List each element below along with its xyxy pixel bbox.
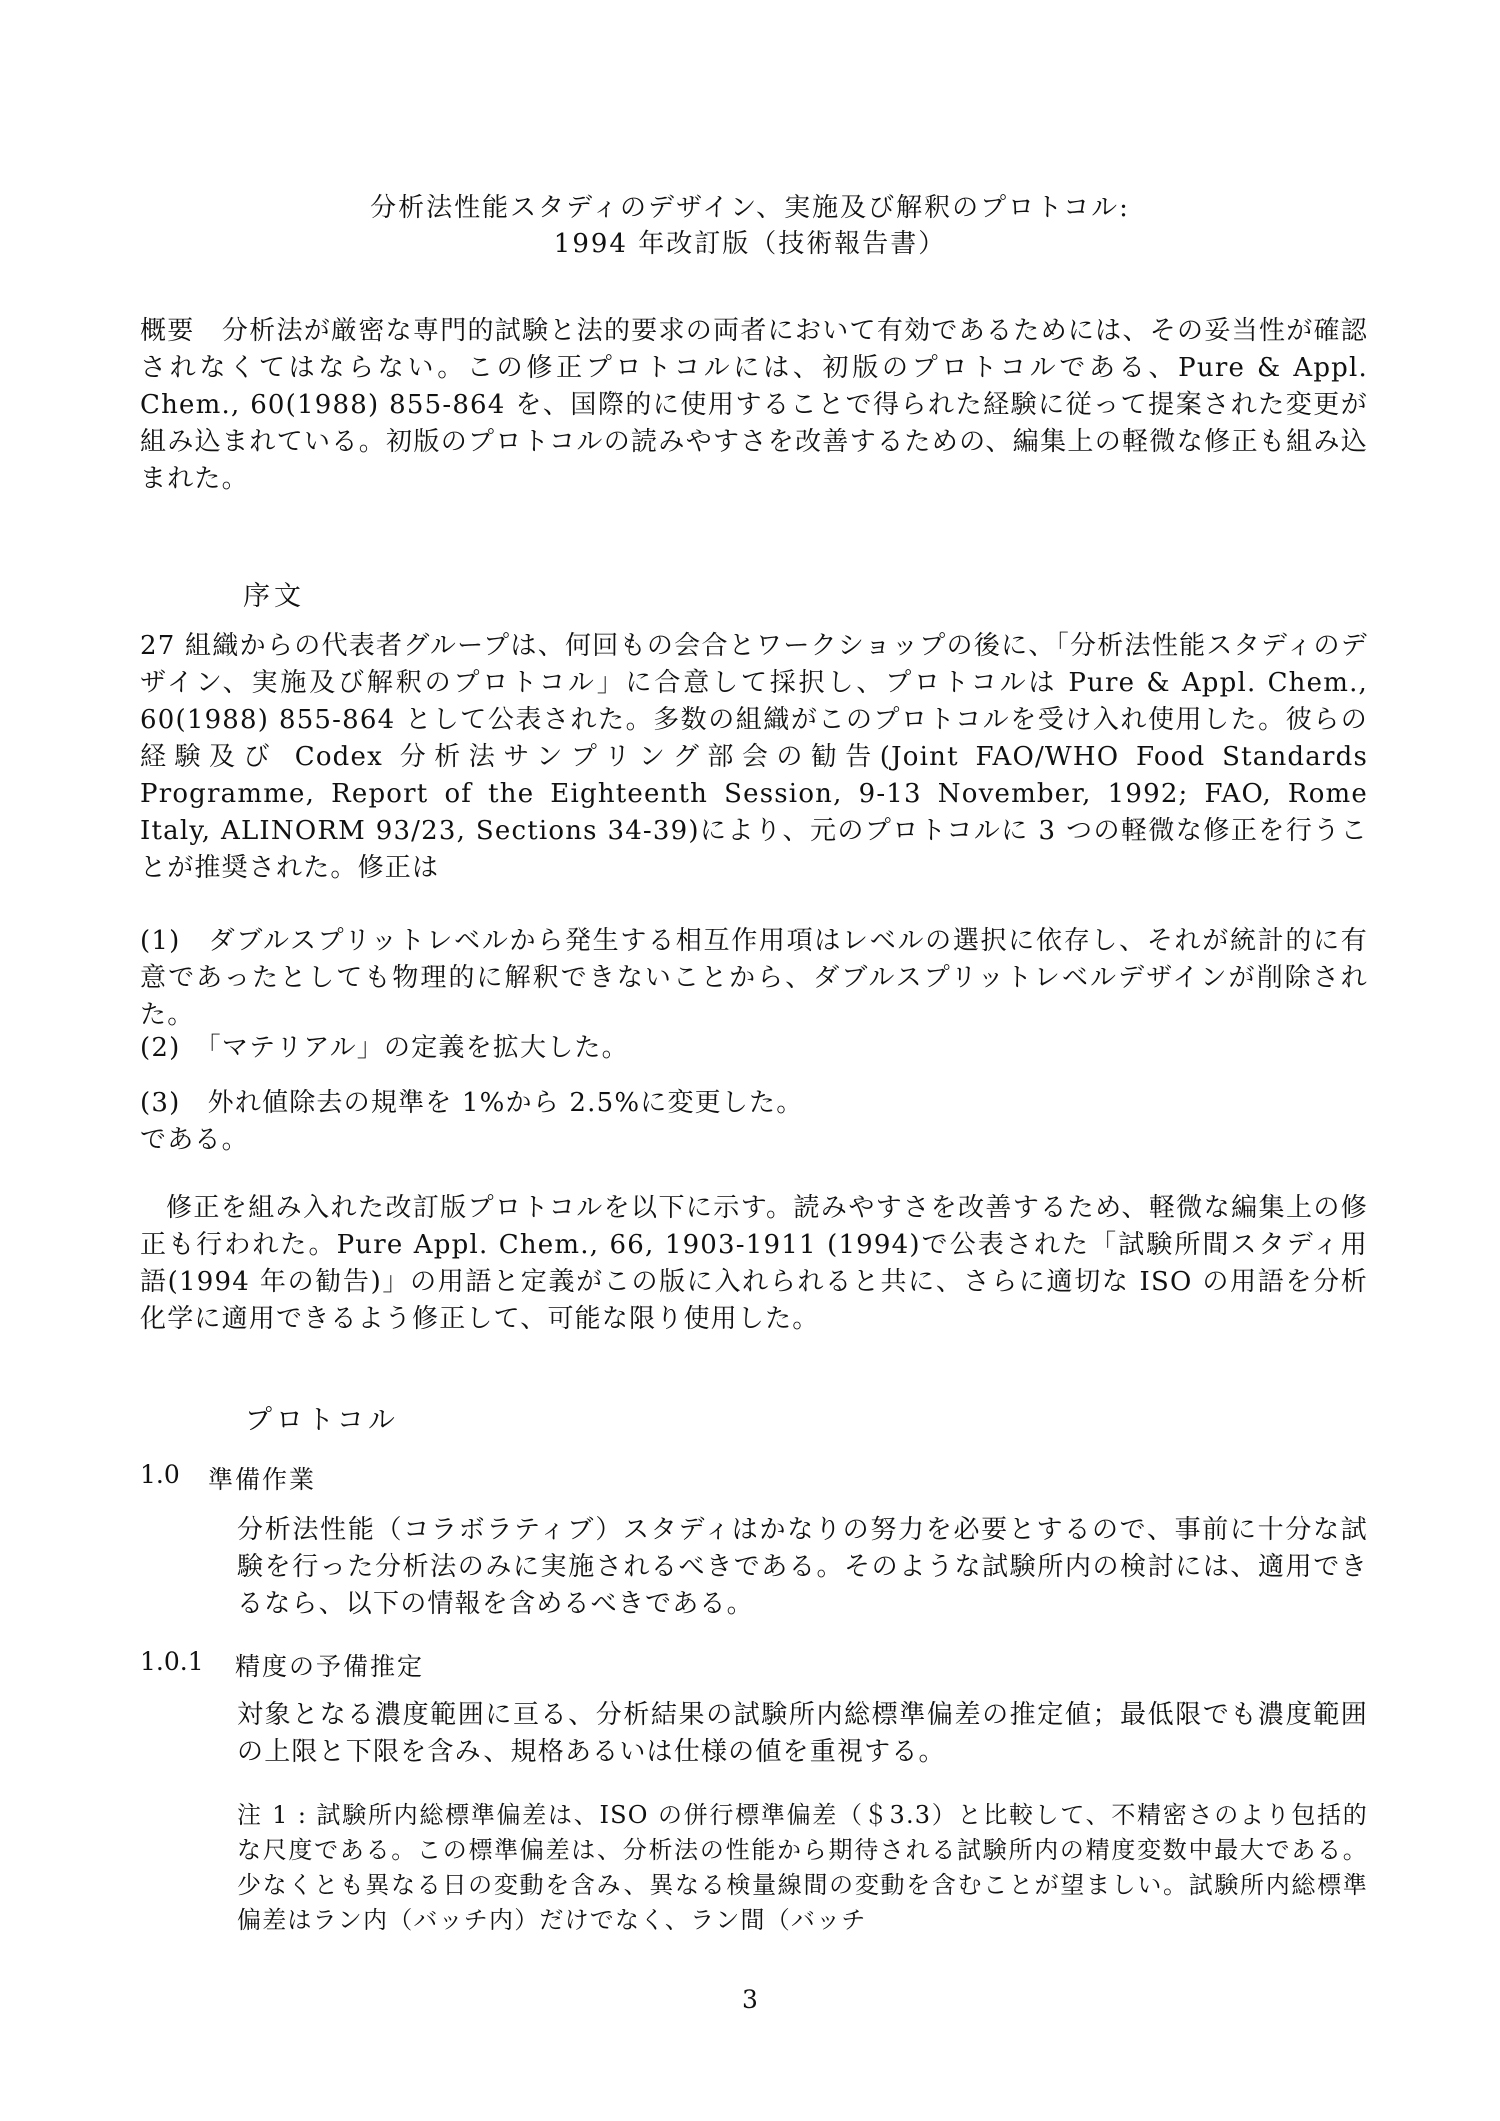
preface-list-item-2: (2) 「マテリアル」の定義を拡大した。 [140,1033,629,1063]
page-number: 3 [742,1985,758,2014]
preface-list-end: である。 [140,1125,249,1155]
note-1: 注 1 : 試験所内総標準偏差は、ISO の併行標準偏差（＄3.3）と比較して、不精密さのより包括的な尺度である。この標準偏差は、分析法の性能から期待される試験所内の精度変数中最大である。少なくとも異なる日の変動を含み、異なる検量線間の変動を含むことが望ましい。試験所内総標準偏差はラン内（バッチ内）だけでなく、ラン間（バッチ [237,1801,1368,1934]
preface-paragraph-2: 修正を組み入れた改訂版プロトコルを以下に示す。読みやすさを改善するため、軽微な編集上の修正も行われた。Pure Appl. Chem., 66, 1903-1911 (1994)で公表された「試験所間スタディ用語(1994 年の勧告)」の用語と定義がこの版に入れられると共に、さらに適切な ISO の用語を分析化学に適用できるよう修正して、可能な限り使用した。 [140,1193,1368,1334]
preface-paragraph-1: 27 組織からの代表者グループは、何回もの会合とワークショップの後に、「分析法性能スタディのデザイン、実施及び解釈のプロトコル」に合意して採択し、プロトコルは Pure & Appl. Chem., 60(1988) 855-864 として公表された。多数の組織がこのプロトコルを受け入れ使用した。彼らの経験及び Codex 分析法サンプリング部会の勧告(Joint FAO/WHO Food Standards Programme, Report of the Eighteenth Session, 9-13 November, 1992; FAO, Rome Italy, ALINORM 93/23, Sections 34-39)により、元のプロトコルに 3 つの軽微な修正を行うことが推奨された。修正は [140,631,1368,883]
preface-list-item-1: (1) ダブルスプリットレベルから発生する相互作用項はレベルの選択に依存し、それが統計的に有意であったとしても物理的に解釈できないことから、ダブルスプリットレベルデザインが削除された。 [140,926,1368,1030]
title-line-2: 1994 年改訂版（技術報告書） [553,229,947,259]
preface-heading: 序文 [243,581,305,612]
section-1-0-title: 準備作業 [208,1465,317,1494]
section-1-0-1-text: 対象となる濃度範囲に亘る、分析結果の試験所内総標準偏差の推定値；最低限でも濃度範囲の上限と下限を含み、規格あるいは仕様の値を重視する。 [237,1700,1368,1767]
protocol-heading: プロトコル [245,1405,399,1436]
preface-list-item-3: (3) 外れ値除去の規準を 1%から 2.5%に変更した。 [140,1088,804,1118]
section-1-0-text: 分析法性能（コラボラティブ）スタディはかなりの努力を必要とするので、事前に十分な試験を行った分析法のみに実施されるべきである。そのような試験所内の検討には、適用できるなら、以下の情報を含めるべきである。 [237,1515,1368,1619]
section-1-0-1-title: 精度の予備推定 [235,1652,425,1681]
title-line-1: 分析法性能スタディのデザイン、実施及び解釈のプロトコル: [370,193,1130,223]
abstract-paragraph: 概要 分析法が厳密な専門的試験と法的要求の両者において有効であるためには、その妥当性が確認されなくてはならない。この修正プロトコルには、初版のプロトコルである、Pure & Appl. Chem., 60(1988) 855-864 を、国際的に使用することで得られた経験に従って提案された変更が組み込まれている。初版のプロトコルの読みやすさを改善するための、編集上の軽微な修正も組み込まれた。 [140,316,1368,494]
section-1-0-1-number: 1.0.1 [140,1647,204,1676]
section-1-0-number: 1.0 [140,1460,180,1489]
